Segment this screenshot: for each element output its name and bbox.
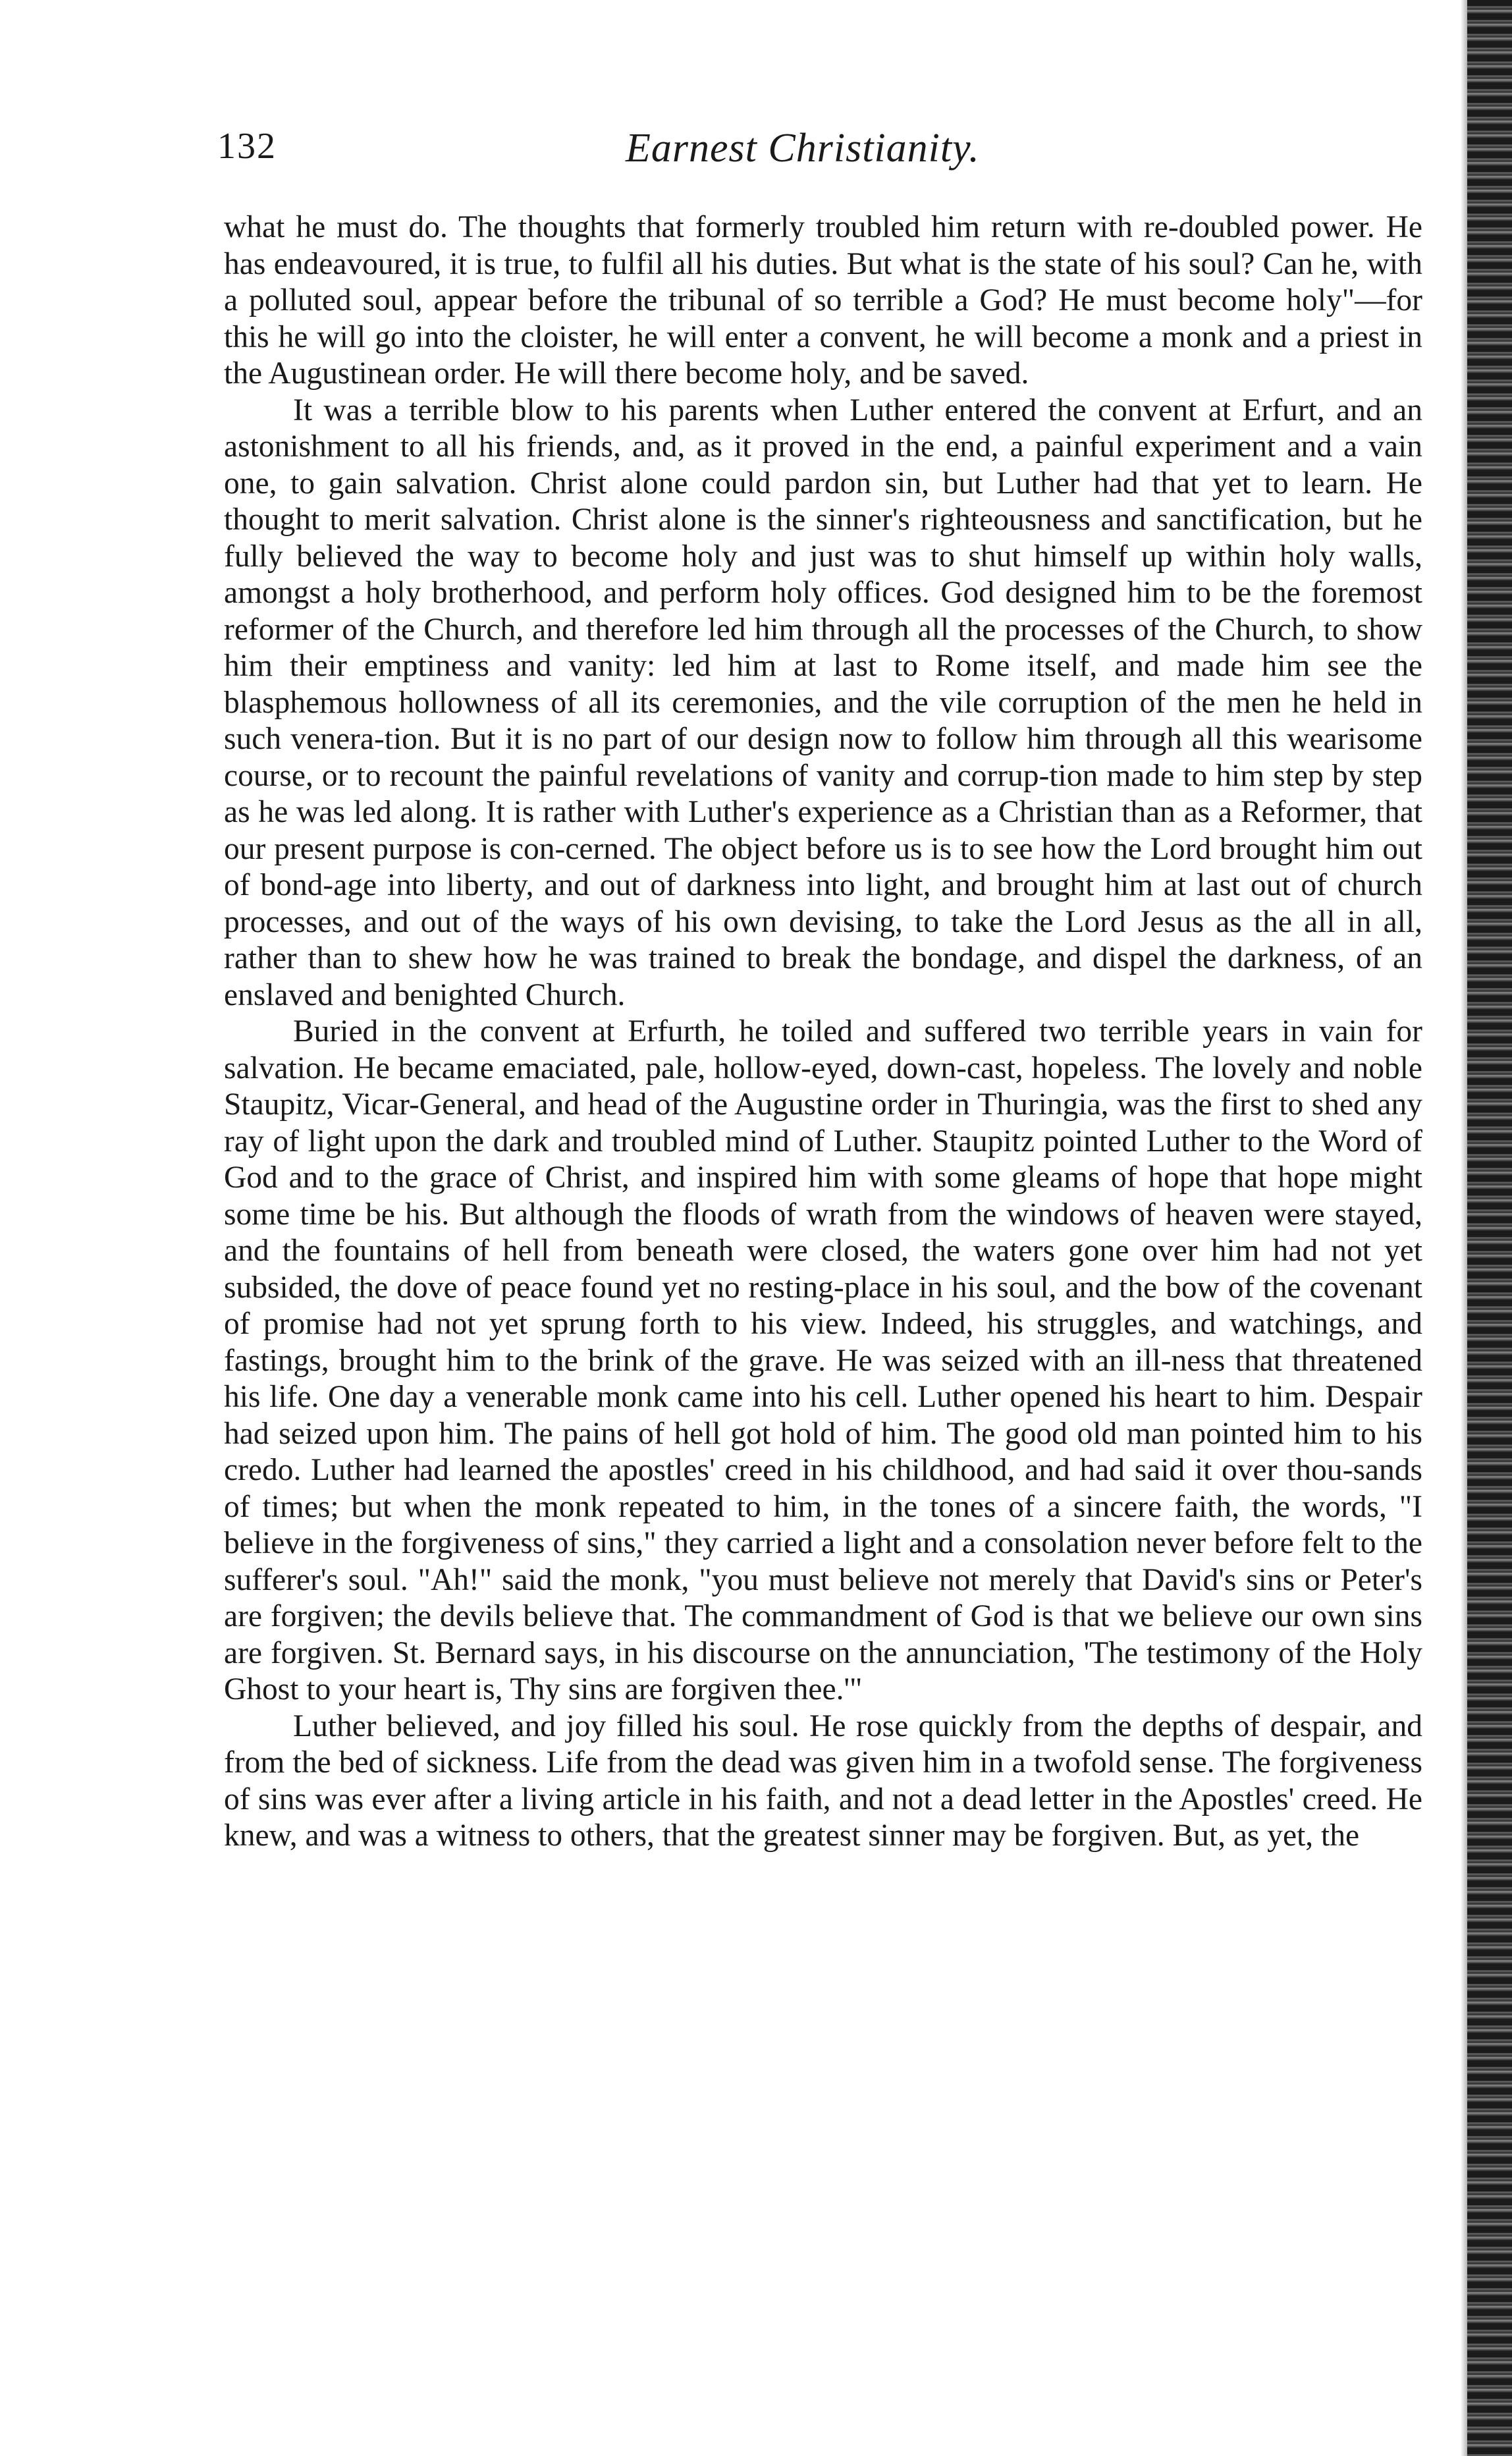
page-header <box>217 125 1422 184</box>
body-text <box>224 209 1422 1855</box>
scan-edge-shadow <box>1461 0 1467 2456</box>
paragraph: It was a terrible blow to his parents when Luther entered the convent at Erfurt, and an astonishment to all his friends, and, as it proved in the end, a painful experiment and a vain one, to gain salvation. Christ alone could pardon sin, but Luther had that yet to learn. He thought to merit salvation. Christ alone is the sinner's righteousness and sanctification, but he fully believed the way to become holy and just was to shut himself up within holy walls, amongst a holy brotherhood, and perform holy offices. God designed him to be the foremost reformer of the Church, and therefore led him through all the processes of the Church, to show him their emptiness and vanity: led him at last to Rome itself, and made him see the blasphemous hollowness of all its ceremonies, and the vile corruption of the men he held in such venera-tion. But it is no part of our design now to follow him through all this wearisome course, or to recount the painful revelations of vanity and corrup-tion made to him step by step as he was led along. It is rather with Luther's experience as a Christian than as a Reformer, that our present purpose is con-cerned. The object before us is to see how the Lord brought him out of bond-age into liberty, and out of darkness into light, and brought him at last out of church processes, and out of the ways of his own devising, to take the Lord Jesus as the all in all, rather than to shew how he was trained to break the bondage, and dispel the darkness, of an enslaved and benighted Church. <box>224 393 1422 1012</box>
paragraph: what he must do. The thoughts that formerly troubled him return with re-doubled power. He has endeavoured, it is true, to fulfil all his duties. But what is the state of his soul? Can he, with a polluted soul, appear before the tribunal of so terrible a God? He must become holy"—for this he will go into the cloister, he will enter a convent, he will become a monk and a priest in the Augustinean order. He will there become holy, and be saved. <box>224 210 1422 391</box>
paragraph: Buried in the convent at Erfurth, he toiled and suffered two terrible years in vain for salvation. He became emaciated, pale, hollow-eyed, down-cast, hopeless. The lovely and noble Staupitz, Vicar-General, and head of the Augustine order in Thuringia, was the first to shed any ray of light upon the dark and troubled mind of Luther. Staupitz pointed Luther to the Word of God and to the grace of Christ, and inspired him with some gleams of hope that hope might some time be his. But although the floods of wrath from the windows of heaven were stayed, and the fountains of hell from beneath were closed, the waters gone over him had not yet subsided, the dove of peace found yet no resting-place in his soul, and the bow of the covenant of promise had not yet sprung forth to his view. Indeed, his struggles, and watchings, and fastings, brought him to the brink of the grave. He was seized with an ill-ness that threatened his life. One day a venerable monk came into his cell. Luther opened his heart to him. Despair had seized upon him. The pains of hell got hold of him. The good old man pointed him to his credo. Luther had learned the apostles' creed in his childhood, and had said it over thou-sands of times; but when the monk repeated to him, in the tones of a sincere faith, the words, "I believe in the forgiveness of sins," they carried a light and a consolation never before felt to the sufferer's soul. "Ah!" said the monk, "you must believe not merely that David's sins or Peter's are forgiven; the devils believe that. The commandment of God is that we believe our own sins are forgiven. St. Bernard says, in his discourse on the annunciation, 'The testimony of the Holy Ghost to your heart is, Thy sins are forgiven thee.'" <box>224 1014 1422 1706</box>
page-number: 132 <box>217 126 277 167</box>
paragraph: Luther believed, and joy filled his soul. He rose quickly from the depths of despair, and from the bed of sickness. Life from the dead was given him in a twofold sense. The forgiveness of sins was ever after a living article in his faith, and not a dead letter in the Apostles' creed. He knew, and was a witness to others, that the greatest sinner may be forgiven. But, as yet, the <box>224 1708 1422 1853</box>
scan-edge <box>1467 0 1512 2456</box>
running-title: Earnest Christianity. <box>626 126 980 171</box>
